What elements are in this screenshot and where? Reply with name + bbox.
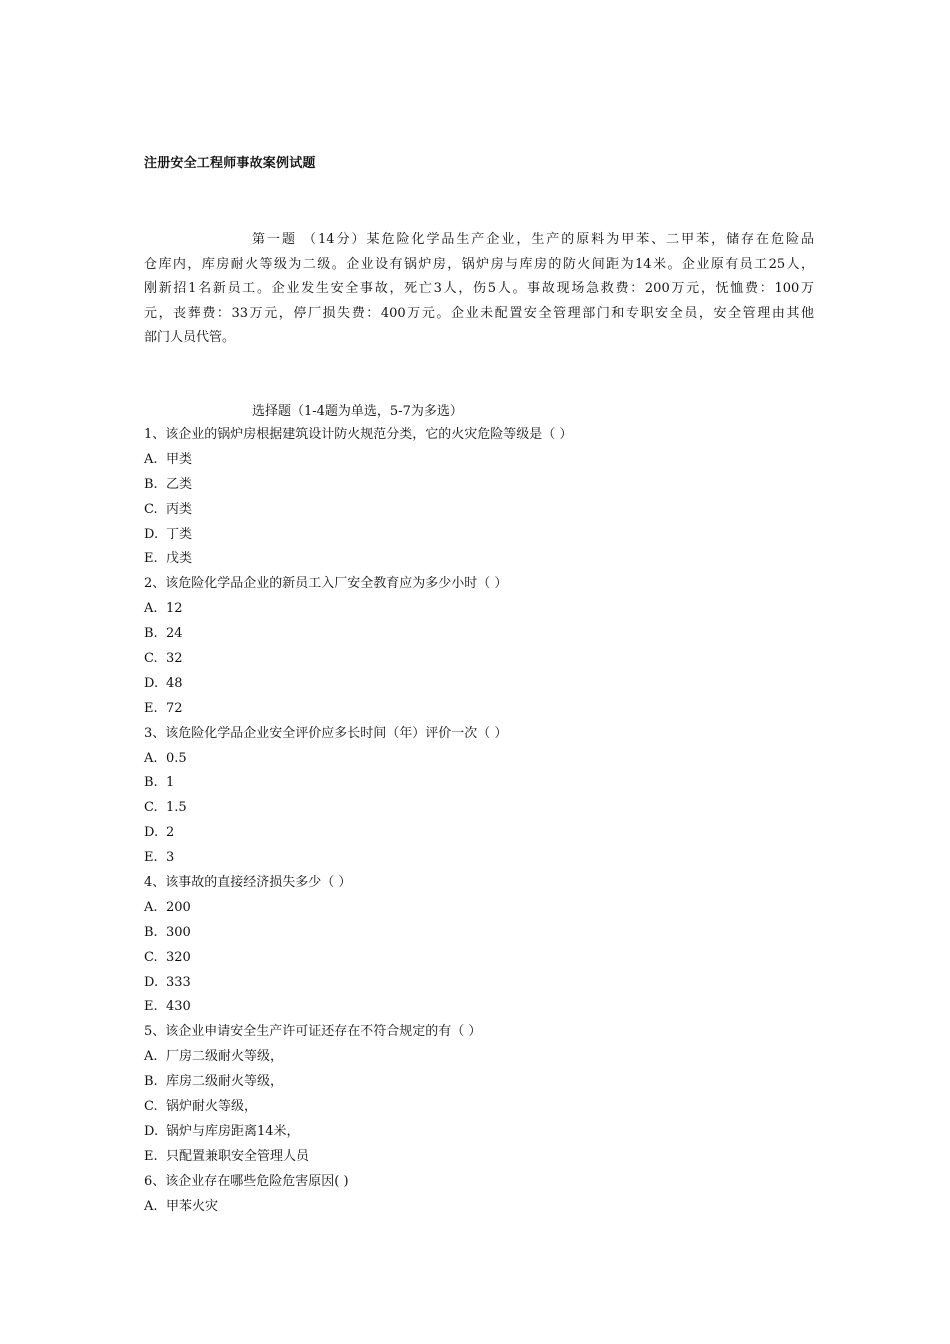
option-letter: C. [144, 800, 158, 816]
option-letter: E. [144, 850, 158, 866]
question-stem: 6、该企业存在哪些危险危害原因( ) [144, 1173, 349, 1189]
option-letter: C. [144, 501, 158, 517]
option-text: 24 [166, 626, 183, 642]
option-letter: E. [144, 999, 158, 1015]
answer-option [144, 1097, 824, 1122]
option-letter: C. [144, 651, 158, 667]
option-letter: A. [144, 601, 158, 617]
case-description-line: 第一题 （14分）某危险化学品生产企业，生产的原料为甲苯、二甲苯，储存在危险品 [252, 232, 814, 247]
answer-option [144, 500, 824, 525]
answer-option [144, 624, 824, 649]
answer-option [144, 525, 824, 550]
answer-option [144, 1147, 824, 1172]
option-text: 320 [166, 949, 191, 965]
option-letter: D. [144, 825, 159, 841]
option-text: 1.5 [166, 800, 187, 816]
option-letter: A. [144, 899, 158, 915]
option-letter: D. [144, 1123, 159, 1139]
answer-option [144, 599, 824, 624]
answer-option [144, 973, 824, 998]
option-letter: D. [144, 675, 159, 691]
option-letter: D. [144, 974, 159, 990]
option-letter: C. [144, 949, 158, 965]
option-text: 只配置兼职安全管理人员 [166, 1148, 310, 1164]
option-letter: E. [144, 700, 158, 716]
document-title: 注册安全工程师事故案例试题 [144, 156, 316, 171]
answer-option [144, 1122, 824, 1147]
option-text: 333 [166, 974, 191, 990]
answer-option [144, 674, 824, 699]
option-letter: E. [144, 551, 158, 567]
option-text: 甲类 [166, 451, 193, 467]
answer-option [144, 848, 824, 873]
option-letter: D. [144, 526, 159, 542]
answer-option [144, 475, 824, 500]
answer-option [144, 450, 824, 475]
option-text: 库房二级耐火等级， [166, 1074, 284, 1090]
option-text: 锅炉耐火等级， [166, 1099, 258, 1115]
option-text: 锅炉与库房距离14米， [166, 1123, 300, 1139]
answer-option [144, 997, 824, 1022]
answer-option [144, 823, 824, 848]
answer-option [144, 1072, 824, 1097]
option-text: 300 [166, 924, 191, 940]
option-text: 丁类 [166, 526, 193, 542]
answer-option [144, 649, 824, 674]
option-letter: B. [144, 626, 158, 642]
option-letter: E. [144, 1148, 158, 1164]
option-letter: B. [144, 924, 158, 940]
option-letter: B. [144, 775, 158, 791]
question-stem: 5、该企业申请安全生产许可证还存在不符合规定的有（ ） [144, 1024, 482, 1040]
question-stem: 3、该危险化学品企业安全评价应多长时间（年）评价一次（ ） [144, 725, 508, 741]
answer-option [144, 749, 824, 774]
option-letter: A. [144, 1198, 158, 1214]
option-letter: B. [144, 476, 158, 492]
case-description-line: 元，丧葬费：33万元，停厂损失费：400万元。企业未配置安全管理部门和专职安全员，安全管理由其他 [144, 305, 814, 321]
question-stem: 1、该企业的锅炉房根据建筑设计防火规范分类，它的火灾危险等级是（ ） [144, 427, 573, 442]
question-stem: 4、该事故的直接经济损失多少（ ） [144, 875, 352, 891]
option-text: 3 [166, 850, 175, 866]
option-letter: A. [144, 750, 158, 766]
answer-option [144, 948, 824, 973]
question-stem: 2、该危险化学品企业的新员工入厂安全教育应为多少小时（ ） [144, 576, 508, 592]
option-text: 丙类 [166, 501, 193, 517]
case-description-line: 仓库内，库房耐火等级为二级。企业设有锅炉房，锅炉房与库房的防火间距为14米。企业原有员工25人， [144, 256, 814, 272]
answer-option [144, 923, 824, 948]
option-text: 32 [166, 651, 183, 667]
option-text: 甲苯火灾 [166, 1198, 219, 1214]
question-list [144, 425, 824, 1222]
option-text: 72 [166, 700, 183, 716]
option-text: 430 [166, 999, 191, 1015]
case-description-line: 刚新招1名新员工。企业发生安全事故，死亡3人，伤5人。事故现场急救费：200万元，怃恤费：100万 [144, 281, 814, 297]
option-text: 200 [166, 899, 191, 915]
option-text: 12 [166, 601, 183, 617]
option-text: 戊类 [166, 551, 193, 567]
option-letter: A. [144, 1049, 158, 1065]
option-text: 48 [166, 675, 183, 691]
answer-option [144, 798, 824, 823]
section-heading: 选择题（1-4题为单选，5-7为多选） [252, 404, 463, 419]
option-letter: A. [144, 451, 158, 467]
option-text: 厂房二级耐火等级， [166, 1049, 284, 1065]
answer-option [144, 773, 824, 798]
answer-option [144, 1197, 824, 1222]
case-description [144, 228, 814, 351]
answer-option [144, 1047, 824, 1072]
answer-option [144, 898, 824, 923]
option-text: 1 [166, 775, 175, 791]
option-text: 2 [166, 825, 175, 841]
option-text: 乙类 [166, 476, 193, 492]
case-description-line: 部门人员代管。 [144, 330, 236, 346]
option-letter: C. [144, 1099, 158, 1115]
option-letter: B. [144, 1074, 158, 1090]
answer-option [144, 549, 824, 574]
answer-option [144, 699, 824, 724]
option-text: 0.5 [166, 750, 187, 766]
